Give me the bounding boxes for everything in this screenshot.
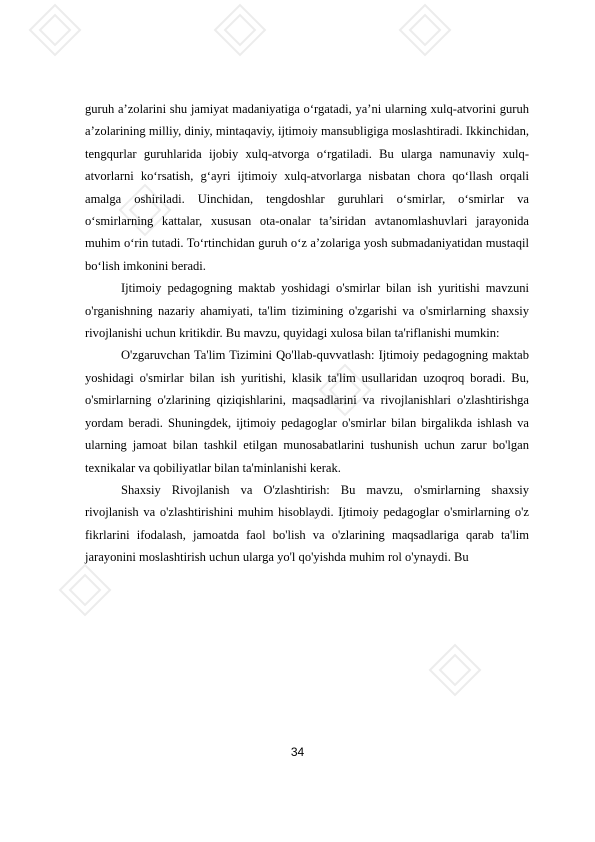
watermark-logo-icon — [430, 645, 480, 695]
body-paragraph: Ijtimoiy pedagogning maktab yoshidagi o'smirlar bilan ish yuritishi mavzuni o'rganishning nazariy ahamiyati, ta'lim tizimining o'zgarishi va o'smirlarning shaxsiy rivojlanishi uchun kritikdir. Bu mavzu, quyidagi xulosa bilan ta'riflanishi mumkin: — [85, 281, 529, 341]
watermark-logo-icon — [30, 5, 80, 55]
watermark-logo-icon — [215, 5, 265, 55]
document-body — [85, 98, 529, 569]
page-number: 34 — [290, 745, 305, 759]
watermark-logo-icon — [400, 5, 450, 55]
body-paragraph: guruh a’zolarini shu jamiyat madaniyatiga o‘rgatadi, ya’ni ularning xulq-atvorini guruh a’zolarining milliy, diniy, mintaqaviy, ijtimoiy mansubligiga moslashtiradi. Ikkinchidan, tengqurlar guruhlarida ijobiy xulq-atvorga o‘rgatiladi. Bu ularga namunaviy xulq-atvorlarni ko‘rsatish, g‘ayri ijtimoiy xulq-atvorlarga nisbatan chora qo‘llash orqali amalga oshiriladi. Uinchidan, tengdoshlar guruhlari o‘smirlar, o‘smirlar va o‘smirlarning kattalar, xususan ota-onalar ta’siridan avtanomlashuvlari jarayonida muhim o‘rin tutadi. To‘rtinchidan guruh o‘z a’zolariga yosh submadaniyatidan mustaqil bo‘lish imkonini beradi. — [85, 102, 529, 273]
body-paragraph: O'zgaruvchan Ta'lim Tizimini Qo'llab-quvvatlash: Ijtimoiy pedagogning maktab yoshidagi o'smirlar bilan ish yuritishi, klasik ta'lim usullaridan uzoqroq boradi. Bu, o'smirlarning o'zlarining qiziqishlarini, maqsadlarini va rivojlanishlari o'zlashtirishga yordam beradi. Shuningdek, ijtimoiy pedagoglar o'smirlar bilan birgalikda ishlash va ularning jamoat bilan tashkil etilgan munosabatlarini tushunish uchun zarur bo'lgan texnikalar va qobiliyatlar bilan ta'minlanishi kerak. — [85, 348, 529, 475]
body-paragraph: Shaxsiy Rivojlanish va O'zlashtirish: Bu mavzu, o'smirlarning shaxsiy rivojlanish va o'zlashtirishini muhim hisoblaydi. Ijtimoiy pedagoglar o'smirlarning o'z fikrlarini ifodalash, jamoatda faol bo'lish va o'zlarining maqsadlariga qarab ta'lim jarayonini moslashtirish uchun ularga yo'l qo'yishda muhim rol o'ynaydi. Bu — [85, 482, 529, 565]
watermark-logo-icon — [60, 565, 110, 615]
